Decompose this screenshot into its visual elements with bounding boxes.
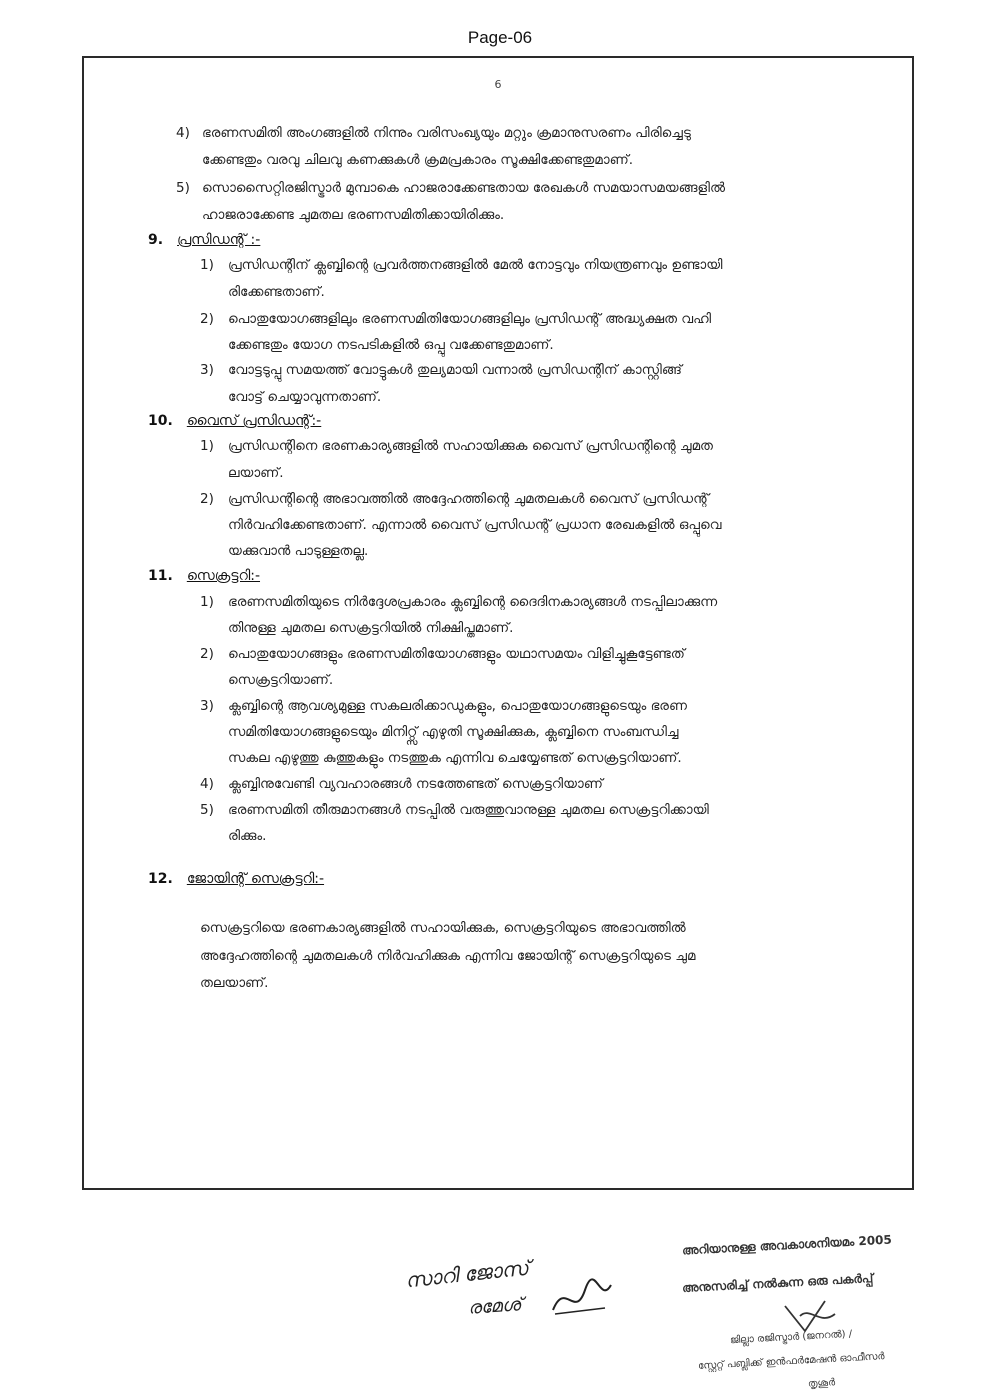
section-12-heading <box>148 871 324 887</box>
s10-item-2-line-1: പ്രസിഡന്റിന്റെ അഭാവത്തിൽ അദ്ദേഹത്തിന്റെ ചുമതലകൾ വൈസ് പ്രസിഡന്റ് <box>228 491 709 507</box>
item-number: 1) <box>200 257 214 273</box>
stamp-line-4: സ്റ്റേറ്റ് പബ്ലിക്ക് ഇൻഫർമേഷൻ ഓഫീസർ <box>697 1351 885 1372</box>
s10-item-1-line-1: പ്രസിഡന്റിനെ ഭരണകാര്യങ്ങളിൽ സഹായിക്കുക വൈസ് പ്രസിഡന്റിന്റെ ചുമത <box>228 438 713 454</box>
item-number: 3) <box>200 698 214 714</box>
page-number: 6 <box>494 78 502 91</box>
item-4-line-2: ക്കേണ്ടതും വരവു ചിലവു കണക്കുകൾ ക്രമപ്രകാരം സൂക്ഷിക്കേണ്ടതുമാണ്. <box>202 152 633 168</box>
s10-item-2-line-3: യക്കുവാൻ പാടുള്ളതല്ല. <box>228 543 369 559</box>
item-5-line-2: ഹാജരാക്കേണ്ട ചുമതല ഭരണസമിതിക്കായിരിക്കും. <box>202 207 505 223</box>
section-title: വൈസ് പ്രസിഡന്റ്:- <box>186 413 322 429</box>
section-title: സെക്രട്ടറി:- <box>186 568 261 584</box>
s11-item-1-line-2: തിനുള്ള ചുമതല സെക്രട്ടറിയിൽ നിക്ഷിപ്തമാണ്. <box>228 620 514 636</box>
item-number: 3) <box>200 362 214 378</box>
s11-item-5-line-2: രിക്കും. <box>228 828 267 844</box>
stamp-line-3: ജില്ലാ രജിസ്ട്രാർ (ജനറൽ) / <box>729 1328 853 1347</box>
item-number: 2) <box>200 311 214 327</box>
item-number: 2) <box>200 491 214 507</box>
section-9-heading <box>148 232 260 248</box>
item-number: 5) <box>176 180 190 196</box>
s9-item-3-line-1: വോട്ടടുപ്പു സമയത്ത് വോട്ടുകൾ തുല്യമായി വന്നാൽ പ്രസിഡന്റിന് കാസ്റ്റിങ്ങ് <box>228 362 682 378</box>
item-number: 1) <box>200 594 214 610</box>
signature-scribble <box>545 1270 615 1325</box>
s11-item-3-line-2: സമിതിയോഗങ്ങളുടെയും മിനിറ്റ്സ് എഴുതി സൂക്ഷിക്കുക, ക്ലബ്ബിനെ സംബന്ധിച്ച <box>228 724 679 740</box>
item-4-line-1: ഭരണസമിതി അംഗങ്ങളിൽ നിന്നും വരിസംഖ്യയും മറ്റും ക്രമാനുസരണം പിരിച്ചെടു <box>202 125 691 141</box>
section-11-heading <box>148 568 260 584</box>
item-number: 2) <box>200 646 214 662</box>
s11-item-2-line-2: സെക്രട്ടറിയാണ്. <box>228 672 334 688</box>
s11-item-3-line-3: സകല എഴുത്തു കുത്തുകളും നടത്തുക എന്നിവ ചെയ്യേണ്ടത് സെക്രട്ടറിയാണ്. <box>228 750 682 766</box>
s9-item-1-line-1: പ്രസിഡന്റിന് ക്ലബ്ബിന്റെ പ്രവർത്തനങ്ങളിൽ മേൽ നോട്ടവും നിയന്ത്രണവും ഉണ്ടായി <box>228 257 723 273</box>
s9-item-3-line-2: വോട്ട് ചെയ്യാവുന്നതാണ്. <box>228 389 382 405</box>
section-number: 9. <box>148 232 164 248</box>
s11-item-1-line-1: ഭരണസമിതിയുടെ നിർദ്ദേശപ്രകാരം ക്ലബ്ബിന്റെ ദൈദിനകാര്യങ്ങൾ നടപ്പിലാക്കുന്ന <box>228 594 718 610</box>
s11-item-2-line-1: പൊതുയോഗങ്ങളും ഭരണസമിതിയോഗങ്ങളും യഥാസമയം വിളിച്ചുകൂട്ടേണ്ടത് <box>228 646 685 662</box>
stamp-line-5: തൃശൂർ <box>807 1377 836 1390</box>
s11-item-5-line-1: ഭരണസമിതി തീരുമാനങ്ങൾ നടപ്പിൽ വരുത്തുവാനുള്ള ചുമതല സെക്രട്ടറിക്കായി <box>228 802 709 818</box>
signature-2: രമേശ് <box>467 1294 523 1319</box>
page-label: Page-06 <box>467 28 533 47</box>
item-number: 5) <box>200 802 214 818</box>
s9-item-2-line-1: പൊതുയോഗങ്ങളിലും ഭരണസമിതിയോഗങ്ങളിലും പ്രസിഡന്റ് അദ്ധ്യക്ഷത വഹി <box>228 311 712 327</box>
s12-paragraph-line-2: അദ്ദേഹത്തിന്റെ ചുമതലകൾ നിർവഹിക്കുക എന്നിവ ജോയിന്റ് സെക്രട്ടറിയുടെ ചുമ <box>200 948 696 964</box>
item-5-line-1: സൊസൈറ്റിരജിസ്ട്രാർ മുമ്പാകെ ഹാജരാക്കേണ്ടതായ രേഖകൾ സമയാസമയങ്ങളിൽ <box>202 180 726 196</box>
section-title: പ്രസിഡന്റ് :- <box>177 232 261 248</box>
s9-item-2-line-2: ക്കേണ്ടതും യോഗ നടപടികളിൽ ഒപ്പു വക്കേണ്ടതുമാണ്. <box>228 337 554 353</box>
s10-item-1-line-2: ലയാണ്. <box>228 465 284 481</box>
s10-item-2-line-2: നിർവഹിക്കേണ്ടതാണ്. എന്നാൽ വൈസ് പ്രസിഡന്റ് പ്രധാന രേഖകളിൽ ഒപ്പുവെ <box>228 517 722 533</box>
stamp-line-1: അറിയാനുള്ള അവകാശനിയമം 2005 <box>681 1232 893 1258</box>
section-10-heading <box>148 413 321 429</box>
s12-paragraph-line-1: സെക്രട്ടറിയെ ഭരണകാര്യങ്ങളിൽ സഹായിക്കുക, സെക്രട്ടറിയുടെ അഭാവത്തിൽ <box>200 920 686 936</box>
stamp-line-2: അനുസരിച്ച് നൽകുന്ന ഒരു പകർപ്പ് <box>681 1271 874 1295</box>
s12-paragraph-line-3: തലയാണ്. <box>200 975 269 991</box>
item-number: 4) <box>200 776 214 792</box>
s11-item-4-line-1: ക്ലബ്ബിനുവേണ്ടി വ്യവഹാരങ്ങൾ നടത്തേണ്ടത് സെക്രട്ടറിയാണ് <box>228 776 603 792</box>
section-title: ജോയിന്റ് സെക്രട്ടറി:- <box>186 871 325 887</box>
item-number: 1) <box>200 438 214 454</box>
section-number: 11. <box>148 568 173 584</box>
section-number: 12. <box>148 871 173 887</box>
document-frame <box>82 56 914 1190</box>
item-number: 4) <box>176 125 190 141</box>
s11-item-3-line-1: ക്ലബ്ബിന്റെ ആവശ്യമുള്ള സകലരിക്കാഡുകളും, പൊതുയോഗങ്ങളുടെയും ഭരണ <box>228 698 687 714</box>
section-number: 10. <box>148 413 173 429</box>
signature-1: സാറി ജോസ് <box>404 1255 530 1293</box>
s9-item-1-line-2: രിക്കേണ്ടതാണ്. <box>228 284 325 300</box>
